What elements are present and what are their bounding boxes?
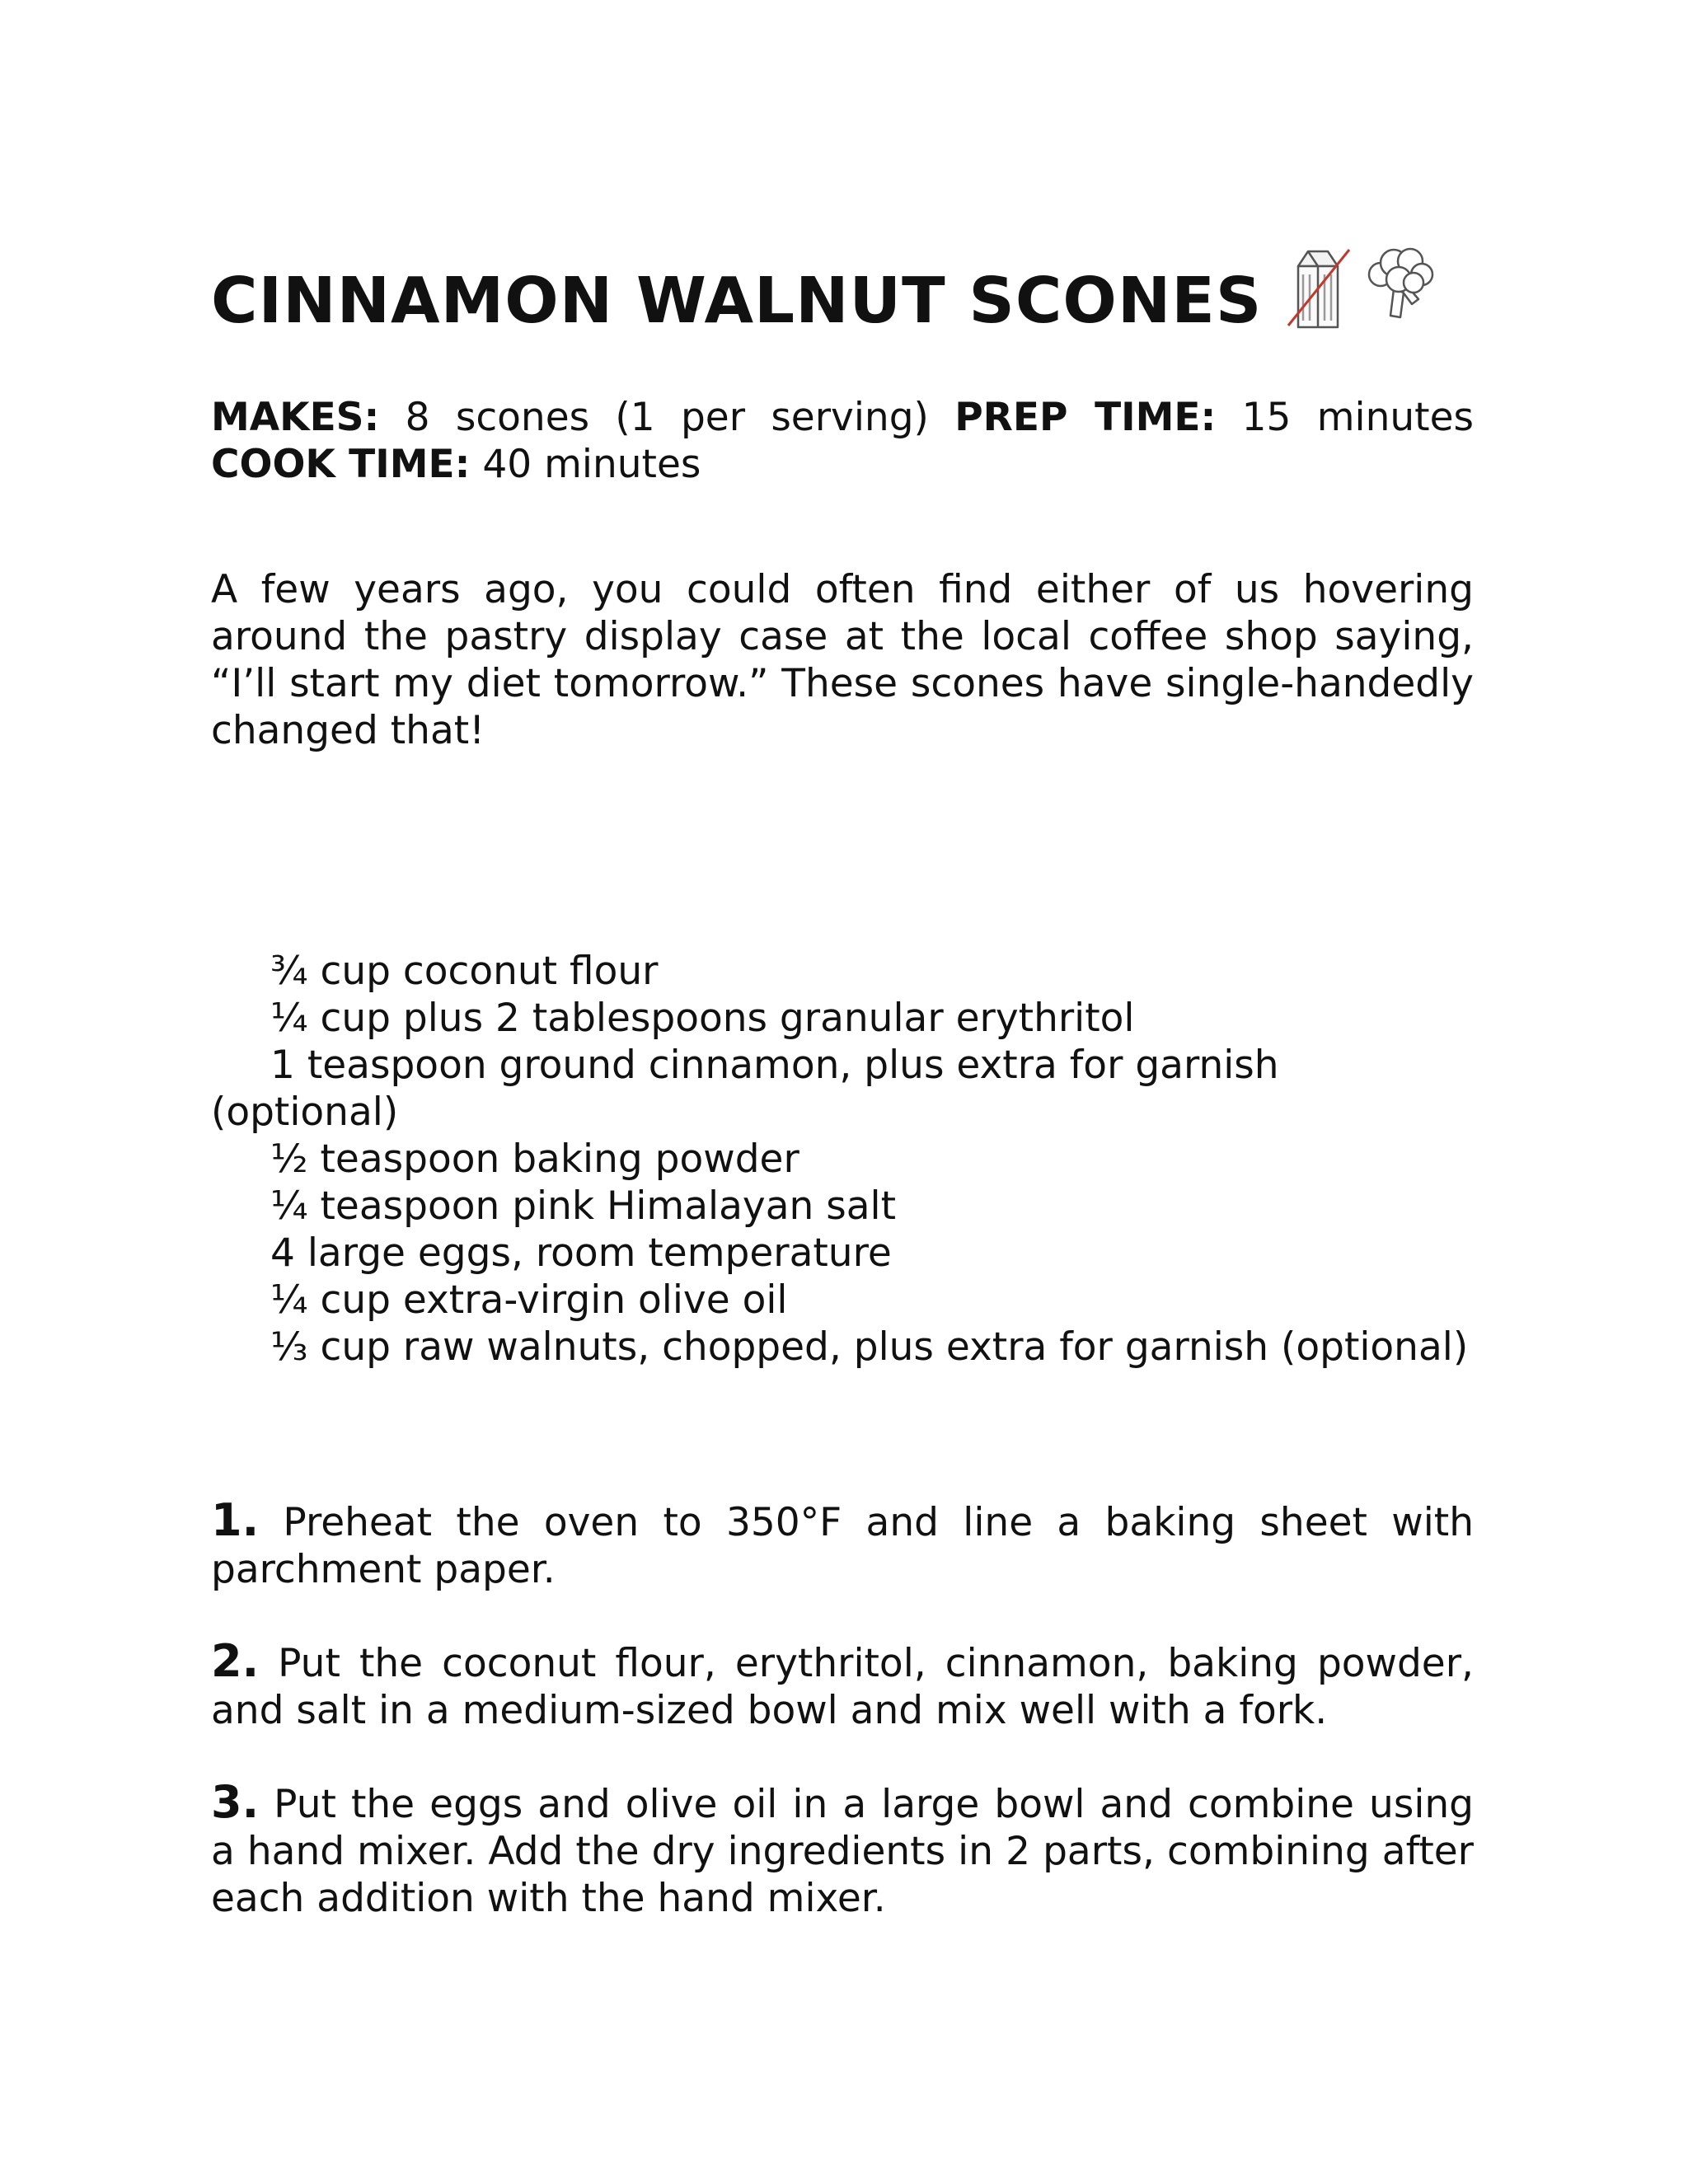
step-item [211,1635,1474,1734]
dairy-free-icon [1285,246,1351,332]
ingredient-item: ¼ cup extra-virgin olive oil [270,1277,788,1323]
ingredient-item: ¼ cup plus 2 tablespoons granular erythritol [270,996,1135,1041]
step-item [211,1494,1474,1593]
ingredient-item: ½ teaspoon baking powder [270,1137,799,1182]
step-number: 1. [211,1494,260,1546]
meta-line-2 [211,442,701,487]
vegetarian-icon [1362,246,1437,321]
cook-time-value: 40 minutes [482,442,701,487]
step-number: 3. [211,1776,260,1828]
step-item [211,1776,1474,1922]
diet-icons [1285,246,1437,332]
ingredient-item: 4 large eggs, room temperature [270,1230,892,1276]
ingredient-list [211,948,1474,1371]
step-text: Preheat the oven to 350°F and line a baking sheet with parchment paper. [211,1500,1474,1592]
recipe-intro: A few years ago, you could often find either of us hovering around the pastry display case at the local coffee shop saying, “I’ll start my diet tomorrow.” These scones have single-handedly changed that! [211,567,1474,753]
ingredient-item: ⅓ cup raw walnuts, chopped, plus extra for garnish (optional) [270,1324,1469,1370]
step-number: 2. [211,1635,260,1687]
prep-time-value: 15 minutes [1241,395,1475,440]
prep-time-label: PREP TIME: [954,395,1217,440]
cook-time-label: COOK TIME: [211,442,471,487]
ingredient-item: 1 teaspoon ground cinnamon, plus extra for garnish (optional) [211,1043,1279,1135]
step-list [211,1494,1474,1966]
recipe-title: CINNAMON WALNUT SCONES [211,265,1263,338]
makes-label: MAKES: [211,395,380,440]
step-text: Put the coconut flour, erythritol, cinnamon, baking powder, and salt in a medium-sized bowl and mix well with a fork. [211,1641,1474,1733]
ingredient-item: ¼ teaspoon pink Himalayan salt [270,1183,896,1229]
ingredient-item: ¾ cup coconut flour [270,949,659,994]
recipe-meta [211,394,1474,488]
title-row [211,252,1437,351]
step-text: Put the eggs and olive oil in a large bowl and combine using a hand mixer. Add the dry ingredients in 2 parts, combining after each addition with the hand mixer. [211,1782,1474,1921]
makes-value: 8 scones (1 per serving) [405,395,929,440]
meta-line-1 [211,394,1474,441]
